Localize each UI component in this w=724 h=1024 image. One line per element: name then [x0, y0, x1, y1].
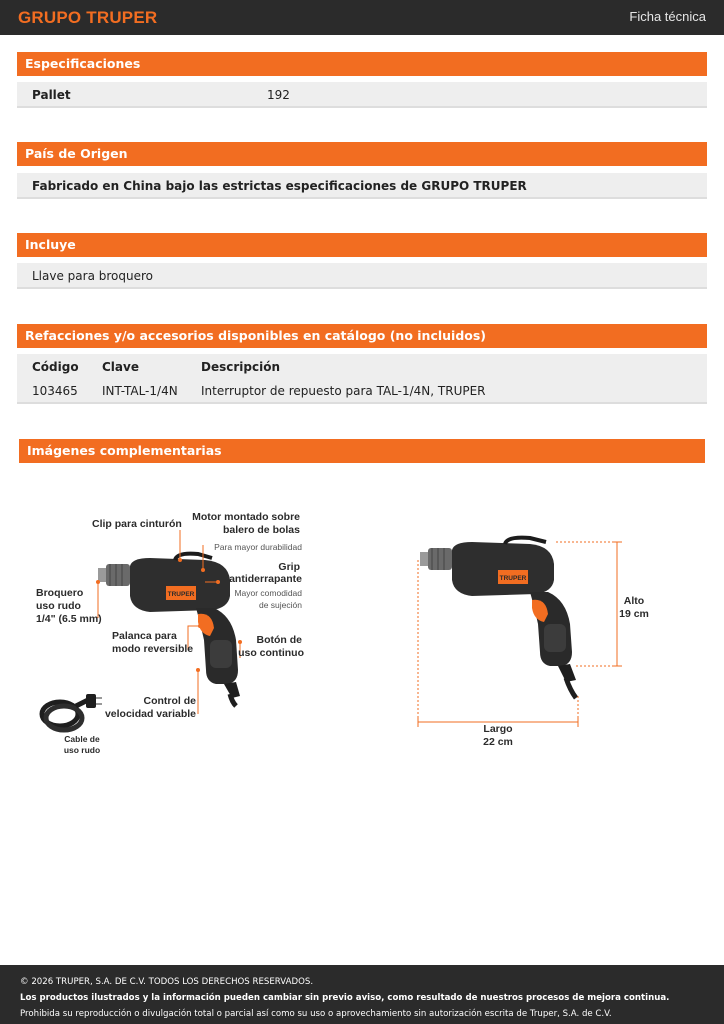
length-label: Largo: [483, 723, 513, 735]
length-value: 22 cm: [483, 736, 513, 748]
doc-type-label: Ficha técnica: [629, 9, 706, 24]
callout-speed-line1: Control de: [143, 695, 196, 707]
part-key: INT-TAL-1/4N: [102, 384, 178, 398]
includes-row: [17, 263, 707, 289]
drill-right-icon: [420, 538, 576, 698]
callout-button-line1: Botón de: [256, 634, 302, 646]
drill-right-brand-label: TRUPER: [499, 575, 527, 582]
callout-motor-line2: balero de bolas: [222, 524, 300, 536]
section-title-images: Imágenes complementarias: [19, 439, 705, 463]
callout-grip-sub2: de sujeción: [258, 600, 302, 610]
callout-motor-sub: Para mayor durabilidad: [214, 542, 302, 552]
drill-features-illustration: [0, 500, 724, 765]
footer: [0, 965, 724, 1024]
col-header-key: Clave: [102, 360, 139, 374]
callout-chuck-line3: 1/4" (6.5 mm): [36, 613, 102, 625]
spec-value: 192: [267, 88, 290, 102]
callout-clip: Clip para cinturón: [92, 518, 182, 530]
callout-button-line2: uso continuo: [238, 647, 304, 659]
part-desc: Interruptor de repuesto para TAL-1/4N, TRUPER: [201, 384, 486, 398]
section-title-includes: Incluye: [17, 233, 707, 257]
section-title-parts: Refacciones y/o accesorios disponibles en catálogo (no incluidos): [17, 324, 707, 348]
height-value: 19 cm: [619, 608, 649, 620]
callout-grip-sub1: Mayor comodidad: [234, 588, 302, 598]
callout-cable-line1: Cable de: [64, 734, 100, 744]
part-code: 103465: [32, 384, 78, 398]
parts-table: [17, 354, 707, 404]
includes-text: Llave para broquero: [32, 269, 153, 283]
brand-logo: GRUPO TRUPER: [18, 8, 158, 27]
origin-row: [17, 173, 707, 199]
drill-brand-label: TRUPER: [167, 591, 195, 598]
footer-copyright: © 2026 TRUPER, S.A. DE C.V. TODOS LOS DERECHOS RESERVADOS.: [20, 977, 314, 987]
callout-motor-line1: Motor montado sobre: [192, 511, 300, 523]
callout-speed-line2: velocidad variable: [104, 708, 196, 720]
cable-icon: [42, 694, 102, 730]
footer-disclaimer: Los productos ilustrados y la información pueden cambiar sin previo aviso, como resultado de nuestros procesos de mejora continua.: [20, 993, 670, 1003]
callout-grip-line1: Grip: [278, 561, 300, 573]
callout-chuck-line2: uso rudo: [36, 600, 81, 612]
callout-cable-line2: uso rudo: [63, 745, 101, 755]
specs-row: [17, 82, 707, 108]
height-label: Alto: [623, 595, 645, 607]
callout-grip-line2: antiderrapante: [229, 573, 302, 585]
origin-text: Fabricado en China bajo las estrictas especificaciones de GRUPO TRUPER: [32, 179, 527, 193]
callout-lever-line1: Palanca para: [112, 630, 177, 642]
callout-chuck-line1: Broquero: [36, 587, 84, 599]
callout-lever-line2: modo reversible: [112, 643, 194, 655]
col-header-desc: Descripción: [201, 360, 280, 374]
spec-label: Pallet: [32, 88, 71, 102]
col-header-code: Código: [32, 360, 79, 374]
top-bar: [0, 0, 724, 35]
footer-legal: Prohibida su reproducción o divulgación total o parcial así como su uso o aprovechamiento sin autorización escrita de Truper, S.A. de C.V.: [20, 1009, 612, 1019]
section-title-specs: Especificaciones: [17, 52, 707, 76]
section-title-origin: País de Origen: [17, 142, 707, 166]
